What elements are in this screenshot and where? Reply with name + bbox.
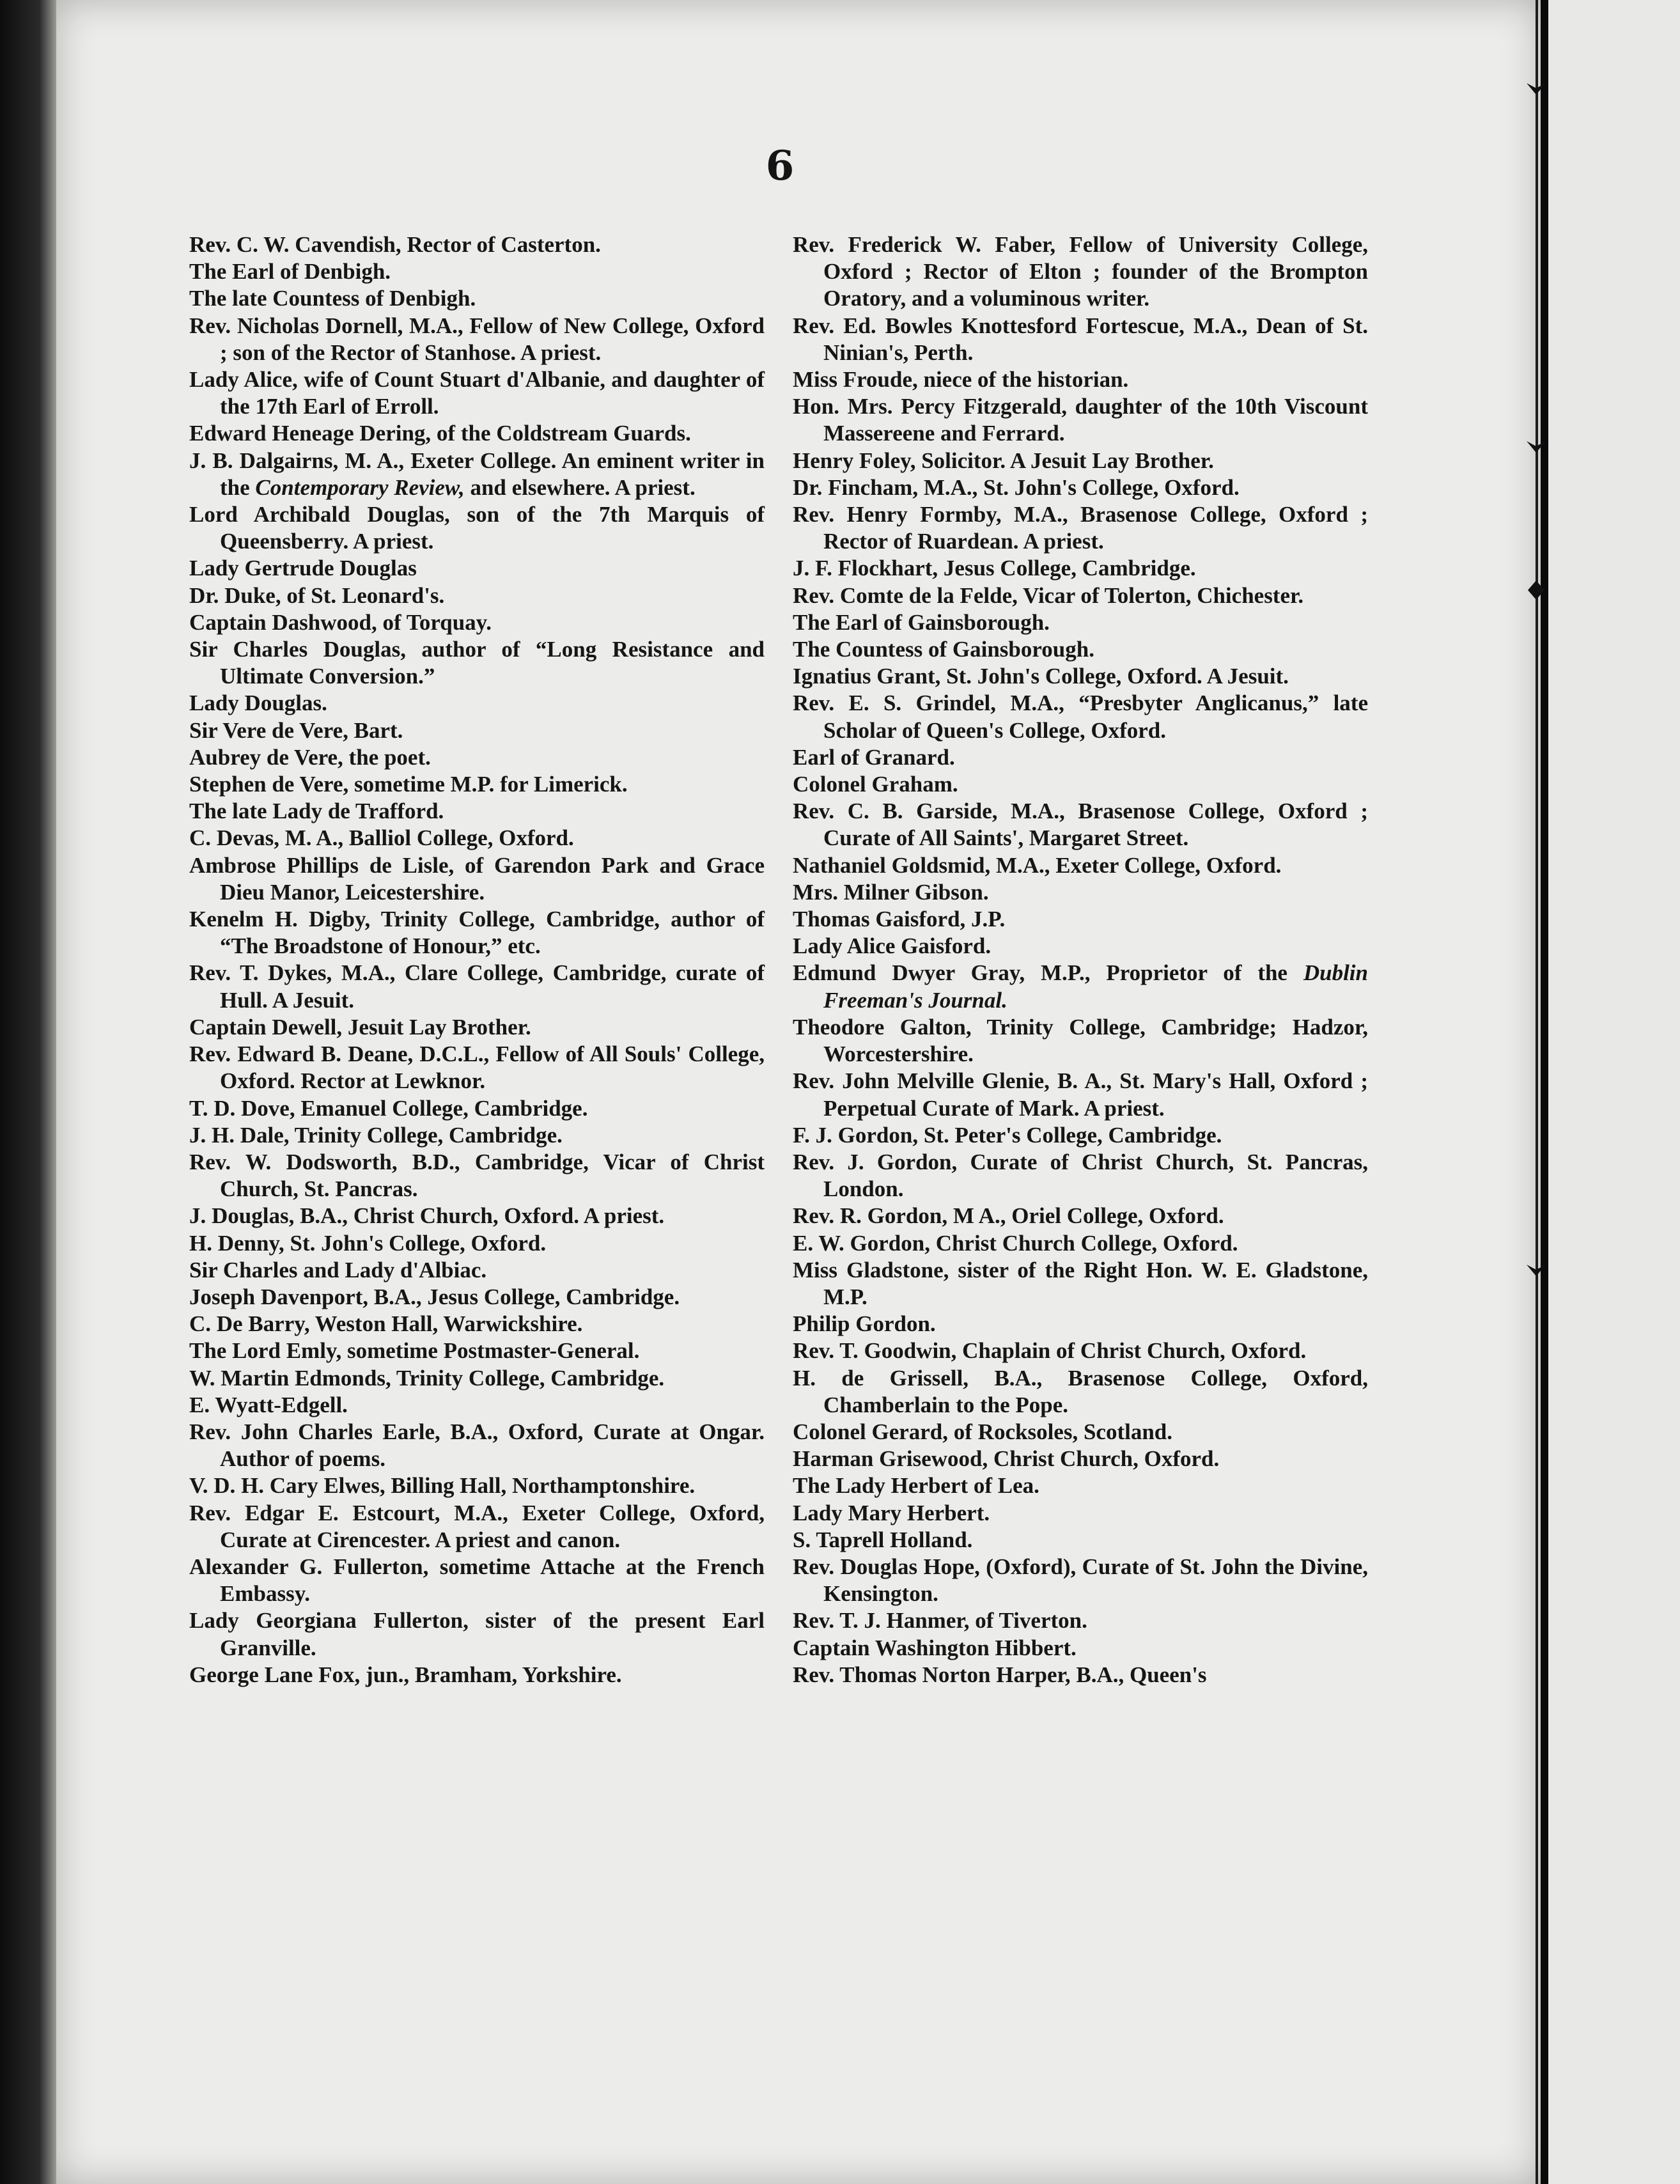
entry-text: Theodore Galton, Trinity College, Cambridge; Hadzor, Worcestershire. (793, 1014, 1368, 1067)
page-number: 6 (765, 142, 795, 190)
list-entry (189, 1284, 765, 1311)
list-entry (189, 1365, 765, 1392)
list-entry (189, 1311, 765, 1338)
entry-text: S. Taprell Holland. (793, 1527, 973, 1552)
entry-text: Lady Alice, wife of Count Stuart d'Albanie, and daughter of the 17th Earl of Erroll. (189, 367, 765, 419)
entry-text: Rev. John Charles Earle, B.A., Oxford, Curate at Ongar. Author of poems. (189, 1419, 765, 1472)
entry-text: Rev. Thomas Norton Harper, B.A., Queen's (793, 1662, 1207, 1687)
list-entry (189, 285, 765, 312)
entry-text: Rev. C. B. Garside, M.A., Brasenose College, Oxford ; Curate of All Saints', Margaret Street. (793, 799, 1368, 851)
entry-text: Rev. Nicholas Dornell, M.A., Fellow of New College, Oxford ; son of the Rector of Stanhose. A priest. (189, 313, 765, 365)
entry-text: Rev. R. Gordon, M A., Oriel College, Oxford. (793, 1203, 1224, 1229)
entry-text: Lady Douglas. (189, 690, 327, 716)
entry-text: The Lady Herbert of Lea. (793, 1473, 1039, 1499)
list-entry (189, 1095, 765, 1122)
entry-text: Ignatius Grant, St. John's College, Oxford. A Jesuit. (793, 664, 1289, 689)
entry-text: Mrs. Milner Gibson. (793, 879, 989, 905)
entry-text: Lady Alice Gaisford. (793, 933, 992, 959)
list-entry (189, 852, 765, 906)
binding-clip-icon (1525, 1257, 1547, 1279)
list-entry (793, 393, 1368, 447)
list-entry (793, 1635, 1368, 1662)
list-entry (189, 366, 765, 420)
list-entry (793, 501, 1368, 555)
entry-text: Dr. Fincham, M.A., St. John's College, Oxford. (793, 474, 1240, 500)
adjacent-page-edge (1548, 0, 1680, 2184)
scan-left-edge (0, 0, 56, 2184)
entry-text: The Lord Emly, sometime Postmaster-General. (189, 1338, 640, 1364)
list-entry (189, 1014, 765, 1041)
list-entry (793, 231, 1368, 313)
entry-text: C. Devas, M. A., Balliol College, Oxford. (189, 825, 574, 851)
list-entry (793, 1257, 1368, 1311)
entry-text: Rev. E. S. Grindel, M.A., “Presbyter Anglicanus,” late Scholar of Queen's College, Oxford. (793, 690, 1368, 743)
list-entry (189, 1662, 765, 1689)
entry-text: Lady Gertrude Douglas (189, 556, 417, 581)
entry-text: Kenelm H. Digby, Trinity College, Cambridge, author of “The Broadstone of Honour,” etc. (189, 907, 765, 959)
list-entry (189, 636, 765, 690)
entry-text: Earl of Granard. (793, 744, 955, 770)
entry-text: and elsewhere. A priest. (464, 474, 696, 500)
list-entry (189, 313, 765, 366)
list-entry (793, 1149, 1368, 1203)
list-entry (793, 609, 1368, 636)
entry-text: Rev. Edward B. Deane, D.C.L., Fellow of All Souls' College, Oxford. Rector at Lewknor. (189, 1041, 765, 1094)
list-entry (793, 906, 1368, 933)
entry-text: Lord Archibald Douglas, son of the 7th Marquis of Queensberry. A priest. (189, 502, 765, 554)
entry-text: J. H. Dale, Trinity College, Cambridge. (189, 1122, 563, 1148)
entry-text: Miss Gladstone, sister of the Right Hon. W. E. Gladstone, M.P. (793, 1257, 1368, 1309)
entry-text: Rev. Douglas Hope, (Oxford), Curate of St. John the Divine, Kensington. (793, 1554, 1368, 1607)
entry-text: Rev. T. J. Hanmer, of Tiverton. (793, 1608, 1087, 1634)
entry-text: Colonel Graham. (793, 772, 958, 797)
list-entry (793, 1365, 1368, 1419)
list-entry (793, 852, 1368, 879)
list-entry (793, 690, 1368, 744)
entry-text: Rev. Edgar E. Estcourt, M.A., Exeter College, Oxford, Curate at Cirencester. A priest and canon. (189, 1500, 765, 1552)
list-entry (189, 555, 765, 582)
list-entry (189, 771, 765, 798)
list-entry (189, 798, 765, 825)
entry-text: The Countess of Gainsborough. (793, 637, 1094, 662)
list-entry (793, 313, 1368, 366)
list-entry (189, 960, 765, 1013)
entry-text: F. J. Gordon, St. Peter's College, Cambridge. (793, 1122, 1222, 1148)
entry-text: Harman Grisewood, Christ Church, Oxford. (793, 1446, 1220, 1472)
list-entry (189, 1472, 765, 1499)
entry-text: The Earl of Gainsborough. (793, 609, 1050, 635)
entry-text: Rev. John Melville Glenie, B. A., St. Mary's Hall, Oxford ; Perpetual Curate of Mark. A priest. (793, 1068, 1368, 1121)
entry-text: Joseph Davenport, B.A., Jesus College, Cambridge. (189, 1284, 680, 1309)
list-entry (189, 717, 765, 744)
list-entry (793, 448, 1368, 474)
entry-text: Rev. C. W. Cavendish, Rector of Casterton. (189, 232, 601, 257)
entry-text: Henry Foley, Solicitor. A Jesuit Lay Brother. (793, 448, 1214, 473)
entry-text: Rev. Frederick W. Faber, Fellow of University College, Oxford ; Rector of Elton ; founder of the Brompton Oratory, and a voluminous writer. (793, 232, 1368, 311)
entry-text: Hon. Mrs. Percy Fitzgerald, daughter of the 10th Viscount Massereene and Ferrard. (793, 394, 1368, 446)
list-entry (793, 474, 1368, 501)
entry-text: Captain Dewell, Jesuit Lay Brother. (189, 1014, 531, 1040)
entry-text: H. de Grissell, B.A., Brasenose College, Oxford, Chamberlain to the Pope. (793, 1365, 1368, 1417)
entry-text: J. B. Dalgairns, M. A., Exeter College. An eminent writer in the (189, 448, 765, 500)
list-entry (793, 1311, 1368, 1338)
list-entry (793, 1607, 1368, 1634)
entry-text: Nathaniel Goldsmid, M.A., Exeter College, Oxford. (793, 852, 1282, 878)
list-entry (189, 1257, 765, 1284)
entry-text: Rev. Henry Formby, M.A., Brasenose College, Oxford ; Rector of Ruardean. A priest. (793, 502, 1368, 554)
entry-text: Sir Charles and Lady d'Albiac. (189, 1257, 487, 1283)
list-entry (189, 1500, 765, 1554)
list-entry (189, 1122, 765, 1149)
list-entry (189, 501, 765, 555)
list-entry (793, 636, 1368, 663)
binding-clip-icon (1525, 75, 1547, 97)
entry-text: Rev. J. Gordon, Curate of Christ Church, St. Pancras, London. (793, 1149, 1368, 1202)
list-entry (189, 1419, 765, 1472)
list-entry (793, 1554, 1368, 1607)
list-entry (793, 1446, 1368, 1472)
entry-text: Colonel Gerard, of Rocksoles, Scotland. (793, 1419, 1173, 1444)
list-entry (189, 744, 765, 771)
list-entry (189, 420, 765, 447)
binding-clip-icon (1525, 579, 1547, 601)
list-entry (189, 1554, 765, 1607)
entry-text: Dr. Duke, of St. Leonard's. (189, 582, 445, 608)
list-entry (793, 1662, 1368, 1689)
entry-text: Ambrose Phillips de Lisle, of Garendon Park and Grace Dieu Manor, Leicestershire. (189, 852, 765, 905)
list-entry (793, 1068, 1368, 1121)
list-entry (793, 1527, 1368, 1554)
entry-text: The late Lady de Trafford. (189, 799, 444, 824)
list-entry (793, 798, 1368, 852)
list-entry (189, 609, 765, 636)
entry-text: J. Douglas, B.A., Christ Church, Oxford. A priest. (189, 1203, 665, 1229)
entry-text: E. W. Gordon, Christ Church College, Oxford. (793, 1230, 1238, 1256)
entry-text: V. D. H. Cary Elwes, Billing Hall, Northamptonshire. (189, 1473, 696, 1499)
list-entry (793, 1230, 1368, 1257)
list-entry (189, 582, 765, 609)
entry-text: Rev. Ed. Bowles Knottesford Fortescue, M.A., Dean of St. Ninian's, Perth. (793, 313, 1368, 365)
right-column (793, 231, 1368, 1689)
entry-text: Captain Washington Hibbert. (793, 1635, 1077, 1660)
entry-text: Rev. T. Goodwin, Chaplain of Christ Church, Oxford. (793, 1338, 1307, 1364)
list-entry (793, 582, 1368, 609)
entry-text: Stephen de Vere, sometime M.P. for Limerick. (189, 772, 628, 797)
entry-text: Rev. Comte de la Felde, Vicar of Tolerton, Chichester. (793, 582, 1304, 608)
list-entry (793, 1500, 1368, 1527)
entry-text: Philip Gordon. (793, 1311, 936, 1337)
entry-text: Rev. T. Dykes, M.A., Clare College, Cambridge, curate of Hull. A Jesuit. (189, 960, 765, 1013)
list-entry (189, 231, 765, 258)
list-entry (189, 1230, 765, 1257)
entry-italic-text: Dublin Freeman's Journal. (823, 960, 1368, 1013)
list-entry (189, 1392, 765, 1419)
list-entry (793, 1472, 1368, 1499)
entry-text: Sir Charles Douglas, author of “Long Resistance and Ultimate Conversion.” (189, 637, 765, 689)
entry-text: Rev. W. Dodsworth, B.D., Cambridge, Vicar of Christ Church, St. Pancras. (189, 1149, 765, 1202)
entry-text: Lady Georgiana Fullerton, sister of the present Earl Granville. (189, 1608, 765, 1660)
list-entry (793, 1014, 1368, 1068)
list-entry (793, 960, 1368, 1013)
entry-text: Edmund Dwyer Gray, M.P., Proprietor of the (793, 960, 1303, 986)
list-entry (189, 1338, 765, 1364)
list-entry (189, 825, 765, 852)
list-entry (189, 690, 765, 717)
list-entry (189, 1149, 765, 1203)
list-entry (793, 1203, 1368, 1229)
entry-text: Sir Vere de Vere, Bart. (189, 717, 403, 743)
entry-text: H. Denny, St. John's College, Oxford. (189, 1230, 547, 1256)
list-entry (189, 258, 765, 285)
entry-text: Alexander G. Fullerton, sometime Attache at the French Embassy. (189, 1554, 765, 1607)
list-entry (793, 366, 1368, 393)
entry-text: W. Martin Edmonds, Trinity College, Cambridge. (189, 1365, 665, 1391)
entry-text: E. Wyatt-Edgell. (189, 1392, 348, 1417)
list-entry (793, 1122, 1368, 1149)
list-entry (793, 1338, 1368, 1364)
list-entry (793, 555, 1368, 582)
book-gutter (1541, 0, 1548, 2184)
list-entry (189, 906, 765, 960)
list-entry (189, 1607, 765, 1661)
entry-text: George Lane Fox, jun., Bramham, Yorkshire. (189, 1662, 622, 1687)
entry-text: T. D. Dove, Emanuel College, Cambridge. (189, 1095, 588, 1121)
entry-italic-text: Contemporary Review, (255, 474, 465, 500)
entry-text: Captain Dashwood, of Torquay. (189, 609, 492, 635)
entry-text: Lady Mary Herbert. (793, 1500, 990, 1525)
list-entry (189, 1041, 765, 1095)
gutter-line (1536, 0, 1538, 2184)
list-entry (189, 1203, 765, 1229)
list-entry (793, 663, 1368, 690)
left-column (189, 231, 765, 1689)
list-entry (189, 448, 765, 501)
entry-text: The Earl of Denbigh. (189, 259, 391, 285)
entry-text: Aubrey de Vere, the poet. (189, 744, 431, 770)
entry-text: Miss Froude, niece of the historian. (793, 367, 1129, 393)
entry-text: Edward Heneage Dering, of the Coldstream Guards. (189, 421, 691, 446)
binding-clip-icon (1525, 433, 1547, 455)
list-entry (793, 933, 1368, 960)
list-entry (793, 1419, 1368, 1446)
entry-text: C. De Barry, Weston Hall, Warwickshire. (189, 1311, 583, 1337)
entry-text: Thomas Gaisford, J.P. (793, 907, 1006, 932)
list-entry (793, 744, 1368, 771)
entry-text: The late Countess of Denbigh. (189, 286, 476, 311)
list-entry (793, 879, 1368, 906)
entry-text: J. F. Flockhart, Jesus College, Cambridge. (793, 556, 1196, 581)
list-entry (793, 771, 1368, 798)
